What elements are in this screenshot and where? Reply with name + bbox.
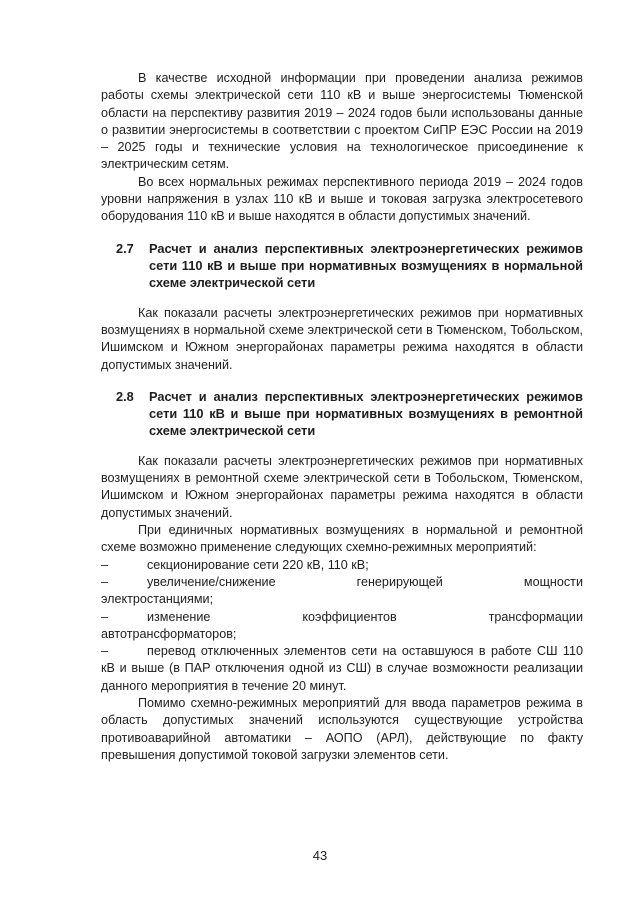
section-number: 2.7 bbox=[116, 240, 134, 256]
list-item-word: коэффициентов bbox=[302, 609, 397, 624]
section-2-8-body-1: Как показали расчеты электроэнергетических режимов при нормативных возмущениях в ремонтной схеме электрической сети в Тобольском, Тюменском, Ишимском и Южном энергорайонах параметры режима находятся в области допустимых значений. bbox=[101, 453, 583, 520]
section-2-7-body: Как показали расчеты электроэнергетических режимов при нормативных возмущениях в нормальной схеме электрической сети в Тюменском, Тобольском, Ишимском и Южном энергорайонах параметры режима находятся в области допустимых значений. bbox=[101, 305, 583, 372]
list-item-word: увеличение/снижение bbox=[147, 574, 276, 589]
section-heading-2-8 bbox=[101, 388, 583, 439]
list-item-word: трансформации bbox=[488, 609, 583, 624]
paragraph-source-data: В качестве исходной информации при проведении анализа режимов работы схемы электрической сети 110 кВ и выше энергосистемы Тюменской области на перспективу развития 2019 – 2024 годов были использованы данные о развитии энергосистемы в соответствии с проектом СиПР ЕЭС России на 2019 – 2025 годы и технические условия на технологическое присоединение к электрическим сетям. bbox=[101, 71, 583, 172]
list-item-word: мощности bbox=[523, 574, 583, 589]
section-heading-2-7 bbox=[101, 240, 583, 291]
page-content bbox=[101, 70, 583, 764]
section-2-8-body-2: При единичных нормативных возмущениях в нормальной и ремонтной схеме возможно применение следующих схемно-режимных мероприятий: bbox=[101, 523, 583, 555]
list-item-text: перевод отключенных элементов сети на оставшуюся в работе СШ 110 кВ и выше (в ПАР отключения одной из СШ) в случае возможности реализации данного мероприятия в течение 20 минут. bbox=[101, 644, 583, 693]
list-item bbox=[101, 574, 583, 609]
paragraph-normal-modes: Во всех нормальных режимах перспективного периода 2019 – 2024 годов уровни напряжения в узлах 110 кВ и выше и токовая загрузка электросетевого оборудования 110 кВ и выше находятся в области допустимых значений. bbox=[101, 174, 583, 224]
section-2-8-body-3: Помимо схемно-режимных мероприятий для ввода параметров режима в область допустимых значений используются существующие устройства противоаварийной автоматики – АОПО (АРЛ), действующие по факту превышения допустимой токовой загрузки элементов сети. bbox=[101, 696, 583, 762]
list-dash: – bbox=[101, 609, 109, 624]
list-dash: – bbox=[101, 557, 109, 572]
list-item-word: генерирующей bbox=[356, 574, 443, 589]
list-item bbox=[101, 643, 583, 695]
page-number: 43 bbox=[312, 848, 328, 863]
list-item-continuation: автотрансформаторов; bbox=[101, 626, 237, 641]
list-item-continuation: электростанциями; bbox=[101, 592, 214, 607]
list-item bbox=[101, 609, 583, 644]
section-title: Расчет и анализ перспективных электроэнергетических режимов сети 110 кВ и выше при нормативных возмущениях в нормальной схеме электрической сети bbox=[149, 240, 583, 290]
list-item bbox=[101, 557, 583, 574]
section-number: 2.8 bbox=[116, 388, 134, 404]
section-title: Расчет и анализ перспективных электроэнергетических режимов сети 110 кВ и выше при нормативных возмущениях в ремонтной схеме электрической сети bbox=[149, 388, 583, 438]
list-dash: – bbox=[101, 644, 109, 659]
list-item-word: изменение bbox=[147, 609, 211, 624]
list-item-text: секционирование сети 220 кВ, 110 кВ; bbox=[147, 557, 369, 572]
list-dash: – bbox=[101, 574, 109, 589]
